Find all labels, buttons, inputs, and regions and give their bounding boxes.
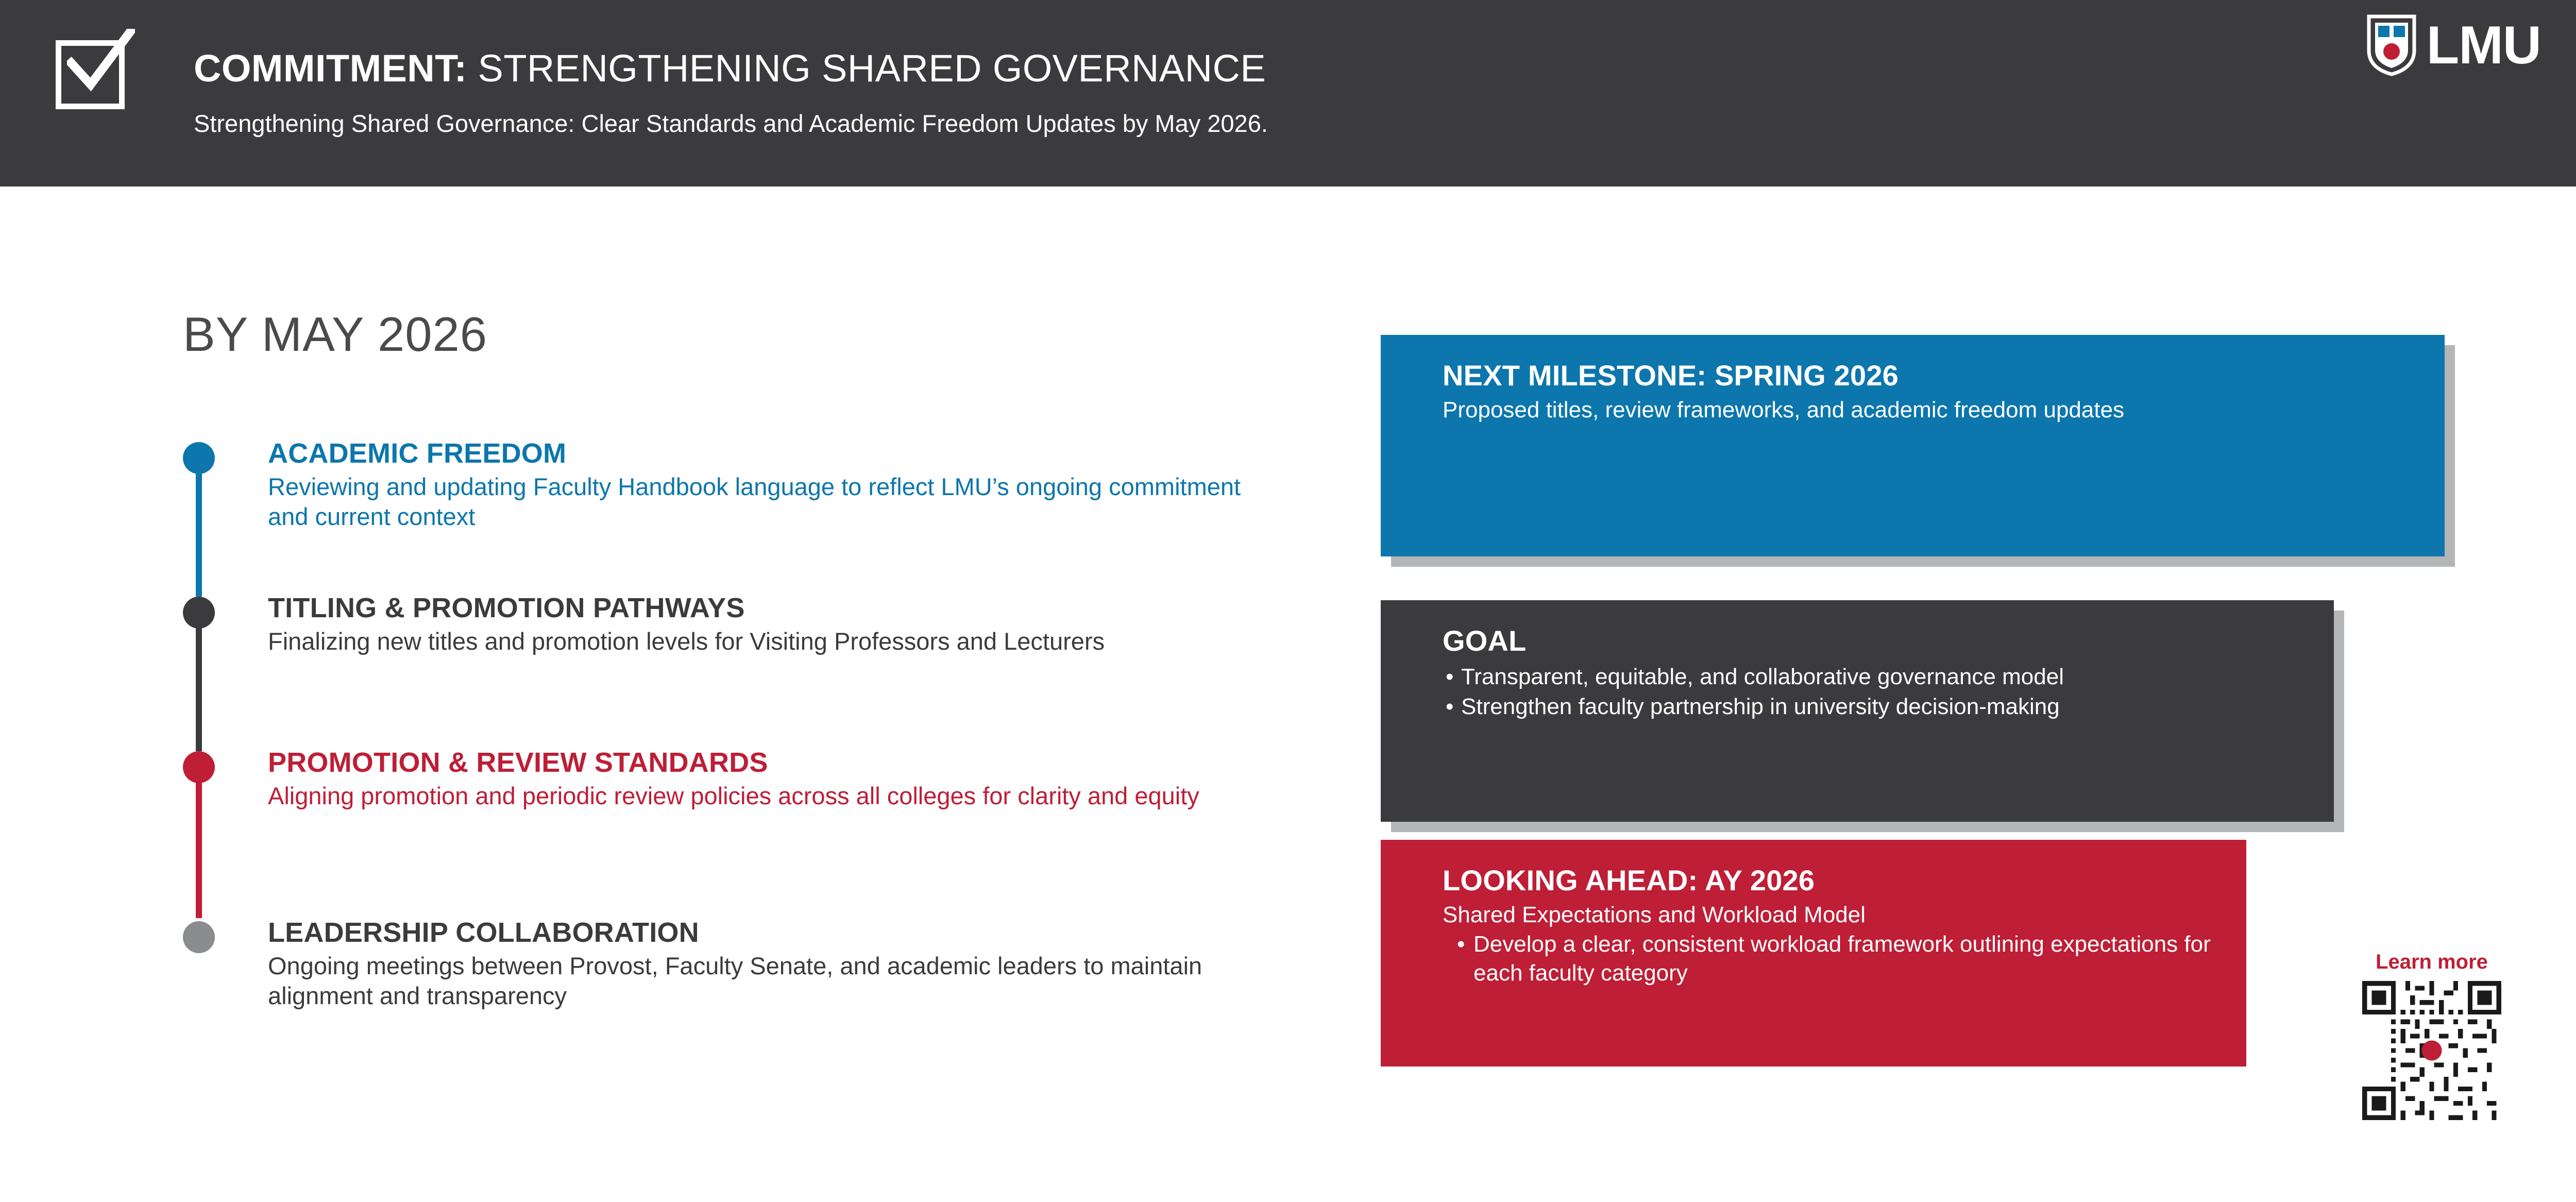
learn-more-label: Learn more [2376,951,2488,973]
timeline-heading: TITLING & PROMOTION PATHWAYS [268,592,745,623]
card-next-milestone [1381,335,2445,556]
card-looking-ahead [1381,840,2246,1066]
qr-code-icon[interactable] [2362,981,2501,1120]
bullet-icon: • [1446,664,1454,689]
timeline-heading: PROMOTION & REVIEW STANDARDS [268,747,768,778]
lmu-logo [2367,12,2541,78]
page-title-bold: COMMITMENT: [194,47,467,90]
timeline-dot-dark [183,597,215,629]
timeline-list [183,438,1265,1015]
timeline-dot-red [183,751,215,783]
card-title: NEXT MILESTONE: SPRING 2026 [1443,359,1899,392]
timeline-body: Aligning promotion and periodic review policies across all colleges for clarity and equity [268,782,1199,810]
timeline-body: Ongoing meetings between Provost, Faculty Senate, and academic leaders to maintain alignment and transparency [268,952,1202,1009]
timeline-heading: LEADERSHIP COLLABORATION [268,917,699,948]
card-bullet-item [1443,692,2303,721]
page-title [194,46,1266,90]
timeline-dot-gray [183,921,215,953]
bullet-icon: • [1446,694,1454,720]
page-subtitle: Strengthening Shared Governance: Clear Standards and Academic Freedom Updates by May 2026. [194,110,1268,137]
card-subtitle: Proposed titles, review frameworks, and academic freedom updates [1443,397,2125,422]
timeline-connector-blue [196,470,202,597]
card-bullet-list [1443,930,2215,988]
timeline-item-leadership-collaboration [183,917,1265,1010]
learn-more-qr[interactable] [2354,951,2509,1120]
card-bullet-list [1443,663,2303,722]
card-bullet-text: Develop a clear, consistent workload framework outlining expectations for each faculty category [1473,932,2211,986]
card-subtitle: Shared Expectations and Workload Model [1443,902,1866,927]
card-bullet-item [1443,663,2303,691]
timeline-connector-red [196,779,202,918]
page-header [0,0,2576,187]
page-title-light: STRENGTHENING SHARED GOVERNANCE [467,47,1266,90]
timeline-dot-blue [183,442,215,474]
card-bullet-text: Strengthen faculty partnership in university decision-making [1461,694,2060,720]
timeline-item-promotion-review [183,747,1265,912]
card-bullet-text: Transparent, equitable, and collaborative governance model [1461,664,2064,689]
timeline-connector-dark [196,624,202,751]
card-title: LOOKING AHEAD: AY 2026 [1443,864,1815,896]
lmu-shield-icon [2367,14,2416,76]
timeline-body: Reviewing and updating Faculty Handbook language to reflect LMU’s ongoing commitment and current context [268,473,1241,530]
timeline-item-titling-promotion [183,592,1265,742]
section-title-by-may: BY MAY 2026 [183,307,488,361]
card-goal [1381,600,2334,822]
lmu-wordmark: LMU [2426,15,2541,75]
timeline-item-academic-freedom [183,438,1265,587]
bullet-icon: • [1457,932,1465,957]
checkbox-check-icon [56,40,133,117]
card-bullet-item [1443,930,2215,988]
card-title: GOAL [1443,624,1527,657]
timeline-body: Finalizing new titles and promotion levels for Visiting Professors and Lecturers [268,628,1105,655]
timeline-heading: ACADEMIC FREEDOM [268,438,567,469]
